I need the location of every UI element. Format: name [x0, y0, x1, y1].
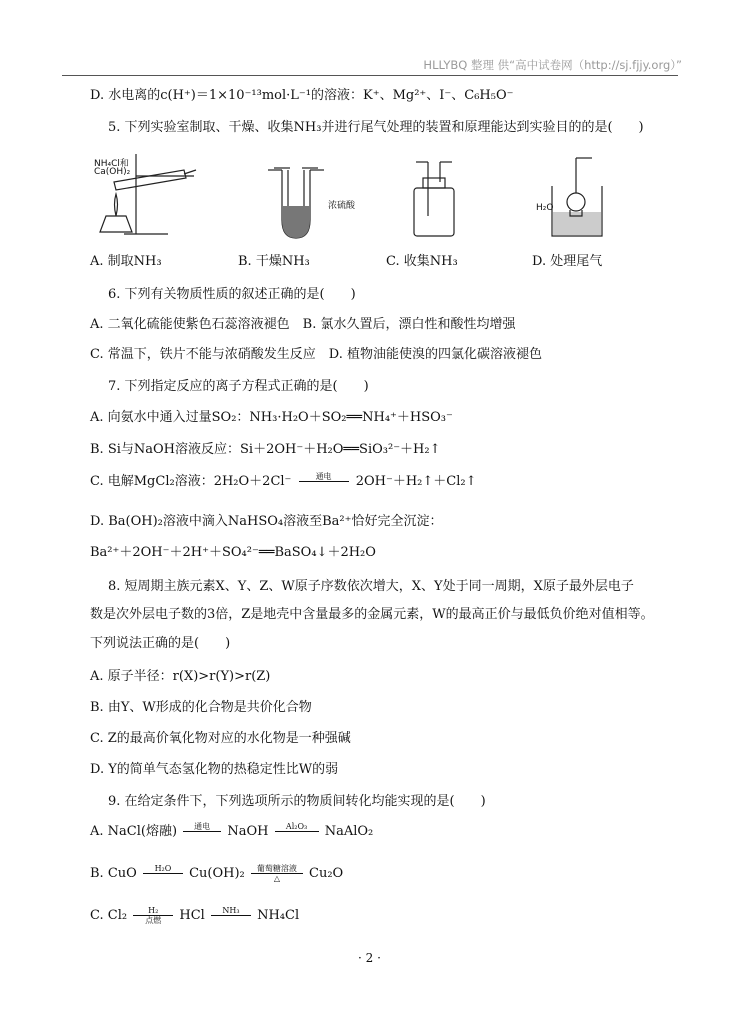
q9-b-cond2: 葡萄糖溶液 [256, 864, 297, 873]
q9-a-arrow2 [275, 822, 319, 841]
q8-stem-line1: 8. 短周期主族元素X、Y、Z、W原子序数依次增大，X、Y处于同一周期，X原子最外层电子 [108, 579, 634, 594]
q4-option-d-label: D. [90, 88, 105, 103]
q7-option-c-condition [299, 472, 349, 491]
q9-c-cond2: NH₃ [222, 906, 240, 915]
apparatus-a-label-line2: Ca(OH)₂ [94, 167, 131, 177]
q7-option-a: A. 向氨水中通入过量SO₂：NH₃·H₂O＋SO₂══NH₄⁺＋HSO₃⁻ [90, 410, 453, 425]
q7-option-c [90, 470, 476, 491]
q5-option-a-label: A. [90, 254, 104, 269]
q9-stem: 9. 在给定条件下，下列选项所示的物质间转化均能实现的是( ) [108, 794, 486, 809]
q9-a-mid: NaOH [227, 824, 269, 839]
q8-stem-line2: 数是次外层电子数的3倍，Z是地壳中含量最多的金属元素，W的最高正价与最低负价绝对值相等。 [90, 607, 654, 622]
q9-c-cond1-bottom: 点燃 [145, 916, 162, 925]
q8-option-d: D. Y的简单气态氢化物的热稳定性比W的弱 [90, 762, 339, 777]
apparatus-d-beaker [552, 158, 602, 236]
q9-option-a [90, 820, 373, 841]
apparatus-b-acid-label: 浓硫酸 [328, 201, 356, 211]
q7-option-d-line1: D. Ba(OH)₂溶液中滴入NaHSO₄溶液至Ba²⁺恰好完全沉淀： [90, 514, 443, 529]
q7-option-b: B. Si与NaOH溶液反应：Si＋2OH⁻＋H₂O══SiO₃²⁻＋H₂↑ [90, 442, 441, 457]
apparatus-a-label-line1: NH₄Cl和 [94, 159, 129, 169]
page-header-source: HLLYBQ 整理 供“高中试卷网（http://sj.fjjy.org）” [423, 58, 682, 72]
q9-c-mid: HCl [179, 908, 205, 923]
q6-options-cd: C. 常温下，铁片不能与浓硝酸发生反应 D. 植物油能使溴的四氯化碳溶液褪色 [90, 347, 542, 362]
q5-option-c-text: 收集NH₃ [403, 254, 458, 269]
q5-apparatus-figures [86, 146, 686, 244]
q9-b-cond1: H₂O [154, 864, 172, 873]
q5-option-c-label: C. [386, 254, 400, 269]
apparatus-b-u-tube [268, 168, 324, 238]
q5-option-d-label: D. [532, 254, 547, 269]
q5-option-b [238, 250, 310, 269]
q9-b-end: Cu₂O [309, 866, 344, 881]
q8-stem-line3: 下列说法正确的是( ) [90, 636, 231, 651]
q9-b-start: B. CuO [90, 866, 137, 881]
q6-options-ab: A. 二氧化硫能使紫色石蕊溶液褪色 B. 氯水久置后，漂白性和酸性均增强 [90, 317, 516, 332]
q5-option-b-label: B. [238, 254, 252, 269]
q9-a-cond2: Al₂O₃ [285, 822, 308, 831]
q5-stem: 5. 下列实验室制取、干燥、收集NH₃并进行尾气处理的装置和原理能达到实验目的的是( ) [108, 120, 644, 135]
q4-option-d-text: 水电离的c(H⁺)＝1×10⁻¹³mol·L⁻¹的溶液：K⁺、Mg²⁺、I⁻、C₆H₅O⁻ [108, 88, 514, 103]
q5-option-a-text: 制取NH₃ [107, 254, 162, 269]
q8-option-a: A. 原子半径：r(X)>r(Y)>r(Z) [90, 669, 271, 684]
q5-option-d [532, 250, 602, 269]
q5-option-d-text: 处理尾气 [550, 254, 603, 269]
q5-option-c [386, 250, 458, 269]
q7-option-c-left: C. 电解MgCl₂溶液：2H₂O＋2Cl⁻ [90, 474, 292, 489]
q9-a-cond1: 通电 [194, 822, 211, 831]
q7-condition-text: 通电 [315, 472, 332, 481]
q9-b-mid: Cu(OH)₂ [189, 866, 245, 881]
q9-b-cond2-bottom: △ [273, 874, 280, 883]
q9-a-start: A. NaCl(熔融) [90, 824, 178, 839]
q9-a-end: NaAlO₂ [324, 824, 374, 839]
q9-option-b [90, 864, 343, 883]
q5-option-b-text: 干燥NH₃ [255, 254, 310, 269]
q7-stem: 7. 下列指定反应的离子方程式正确的是( ) [108, 379, 369, 394]
q9-b-arrow2 [251, 864, 303, 883]
q6-stem: 6. 下列有关物质性质的叙述正确的是( ) [108, 287, 356, 302]
q9-c-cond1: H₂ [148, 906, 159, 915]
q8-option-b: B. 由Y、W形成的化合物是共价化合物 [90, 700, 312, 715]
header-rule [62, 75, 678, 76]
q9-c-arrow2 [211, 906, 251, 925]
q9-b-arrow1 [143, 864, 183, 883]
apparatus-d-water-label: H₂O [536, 203, 554, 213]
q8-option-c: C. Z的最高价氧化物对应的水化物是一种强碱 [90, 731, 351, 746]
q9-option-c [90, 906, 299, 925]
q4-option-d [90, 84, 514, 103]
q7-option-d-line2: Ba²⁺＋2OH⁻＋2H⁺＋SO₄²⁻══BaSO₄↓＋2H₂O [90, 545, 376, 560]
q9-c-start: C. Cl₂ [90, 908, 128, 923]
q5-option-a [90, 250, 162, 269]
q9-c-end: NH₄Cl [257, 908, 300, 923]
q9-c-arrow1 [133, 906, 173, 925]
q9-a-arrow1 [183, 822, 221, 841]
q7-option-c-right: 2OH⁻＋H₂↑＋Cl₂↑ [355, 474, 477, 489]
apparatus-c-gas-bottle [414, 162, 454, 236]
page-number: · 2 · [358, 951, 381, 965]
